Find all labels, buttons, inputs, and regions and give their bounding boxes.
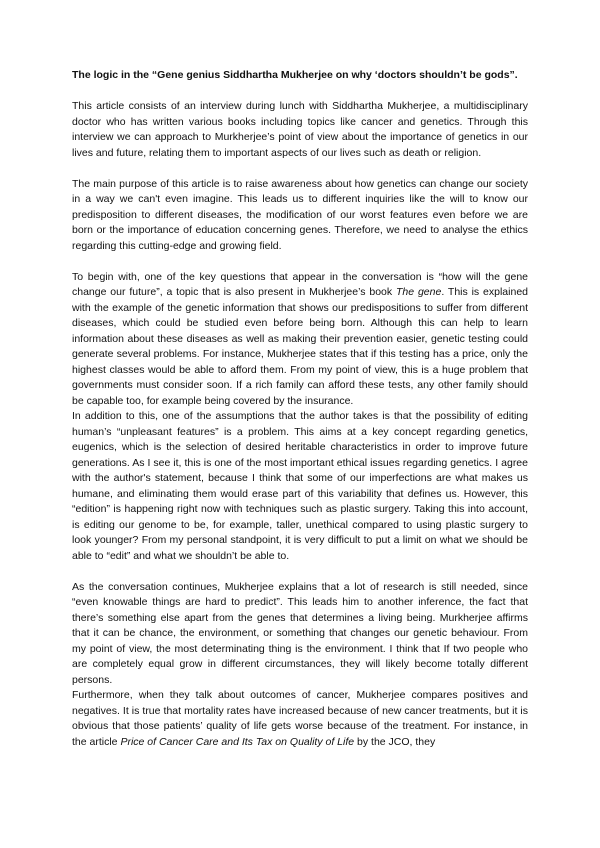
- paragraph-cancer-text-2: by the JCO, they: [354, 735, 436, 748]
- paragraph-gene-future: [72, 270, 528, 410]
- paragraph-gene-future-text-2: . This is explained with the example of the genetic information that shows our predispositions to suffer from different diseases, which could be studied even before being born. Although this can help to learn information about these diseases as well as making their prevention easier, genetic testing could generate several problems. For instance, Mukherjee states that if this testing has a price, only the highest classes would be able to afford them. From my point of view, this is a huge problem that governments must consider soon. If a rich family can afford these tests, any other family should be capable too, for example being covered by the insurance.: [72, 286, 528, 407]
- paragraph-cancer-text-1: Furthermore, when they talk about outcomes of cancer, Mukherjee compares positives and negatives. It is true that mortality rates have increased because of new cancer treatments, but it is obvious that those patients’ quality of life gets worse because of the treatment. For instance, in the article: [72, 689, 528, 748]
- paragraph-eugenics: In addition to this, one of the assumptions that the author takes is that the possibility of editing human’s “unpleasant features” is a problem. This aims at a key concept regarding genetics, eugenics, which is the selection of desired heritable characteristics in order to improve future generations. As I see it, this is one of the most important ethical issues regarding genetics. I agree with the author's statement, because I think that some of our imperfections are what makes us humane, and eliminating them would erase part of this variability that defines us. However, this “edition” is happening right now with techniques such as plastic surgery. Taking this into account, is editing our genome to be, for example, taller, unethical compared to using plastic surgery to look younger? From my personal standpoint, it is very difficult to put a limit on what we should be able to “edit” and what we shouldn’t be able to.: [72, 410, 528, 562]
- paragraph-gene-future-text-1: To begin with, one of the key questions that appear in the conversation is “how will the gene change our future”, a topic that is also present in Mukherjee’s book: [72, 270, 528, 298]
- book-title-the-gene: The gene: [395, 286, 442, 298]
- paragraph-cancer: [72, 688, 528, 750]
- paragraph-environment: As the conversation continues, Mukherjee explains that a lot of research is still needed, since “even knowable things are hard to predict”. This leads him to another inference, the fact that there’s something else apart from the genes that determines a living being. Murkherjee affirms that it can be chance, the environment, or something that changes our genetic behaviour. From my point of view, the most determinating thing is the environment. I think that If two people who are completely equal grow in different circumstances, they will likely become totally different persons.: [72, 580, 528, 686]
- document-title: The logic in the “Gene genius Siddhartha Mukherjee on why ‘doctors shouldn’t be gods”.: [72, 69, 518, 81]
- document-body: [72, 68, 528, 750]
- paragraph-intro: This article consists of an interview during lunch with Siddhartha Mukherjee, a multidisciplinary doctor who has written various books including topics like cancer and genetics. Through this interview we can approach to Murkherjee’s point of view about the importance of genetics in our lives and future, relating them to important aspects of our lives such as death or religion.: [72, 100, 528, 159]
- paragraph-purpose: The main purpose of this article is to raise awareness about how genetics can change our society in a way we can't even imagine. This leads us to different inquiries like the will to know our predisposition to different diseases, the modification of our worst features even before we are born or the importance of education concerning genes. Therefore, we need to analyse the ethics regarding this cutting-edge and growing field.: [72, 177, 528, 252]
- article-title-cancer-care: Price of Cancer Care and Its Tax on Quality of Life: [120, 735, 355, 748]
